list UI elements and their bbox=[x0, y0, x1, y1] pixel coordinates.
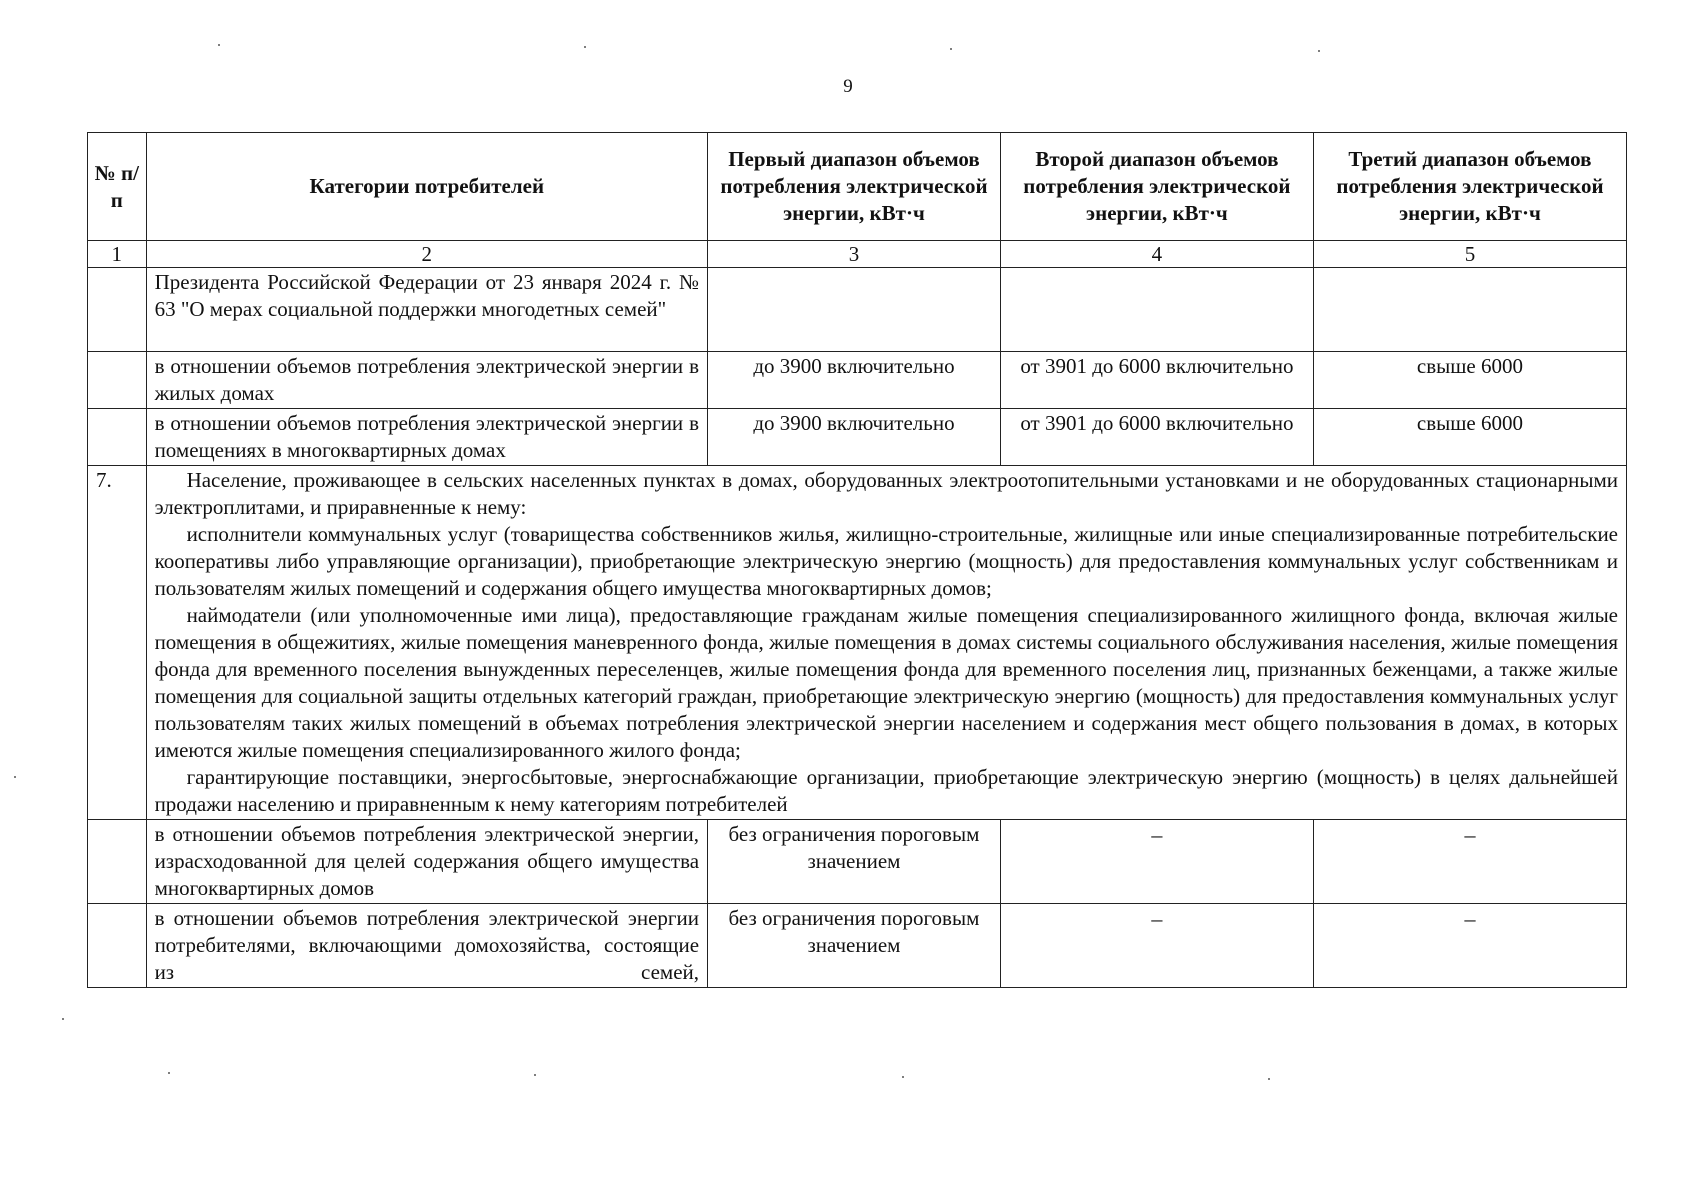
row-number-empty bbox=[88, 904, 147, 988]
page-number: 9 bbox=[843, 76, 853, 97]
row-category: в отношении объемов потребления электрической энергии в помещениях в многоквартирных домах bbox=[146, 409, 707, 466]
row-number-empty bbox=[88, 409, 147, 466]
scan-speck bbox=[168, 1072, 170, 1074]
row-range2: от 3901 до 6000 включительно bbox=[1000, 409, 1313, 466]
header-category: Категории потребителей bbox=[146, 133, 707, 241]
row-range1: до 3900 включительно bbox=[708, 409, 1001, 466]
section-paragraph: исполнители коммунальных услуг (товарищества собственников жилья, жилищно-строительные, жилищные или иные специализированные потребительские кооперативы либо управляющие организации), приобретающие электрическую энергию (мощность) для предоставления коммунальных услуг собственникам и пользователям жилых помещений и содержания общего имущества многоквартирных домов; bbox=[154, 522, 1618, 600]
scan-speck bbox=[584, 46, 586, 48]
header-row bbox=[88, 133, 1627, 241]
scan-speck bbox=[1318, 50, 1320, 52]
section-7-row bbox=[88, 466, 1627, 820]
row-range1: без ограничения пороговым значением bbox=[708, 904, 1001, 988]
column-number: 2 bbox=[146, 241, 707, 268]
scan-speck bbox=[534, 1074, 536, 1076]
row-range1: до 3900 включительно bbox=[708, 352, 1001, 409]
scan-speck bbox=[902, 1076, 904, 1078]
row-range2: от 3901 до 6000 включительно bbox=[1000, 352, 1313, 409]
row-range2: – bbox=[1000, 820, 1313, 904]
row-range3: – bbox=[1313, 820, 1626, 904]
row-category: в отношении объемов потребления электрической энергии, израсходованной для целей содержания общего имущества многоквартирных домов bbox=[146, 820, 707, 904]
empty-cell bbox=[1000, 268, 1313, 352]
table-row bbox=[88, 352, 1627, 409]
table-row bbox=[88, 904, 1627, 988]
scan-speck bbox=[218, 44, 220, 46]
column-number: 5 bbox=[1313, 241, 1626, 268]
header-range2: Второй диапазон объемов потребления электрической энергии, кВт·ч bbox=[1000, 133, 1313, 241]
scan-speck bbox=[62, 1018, 64, 1020]
column-number: 1 bbox=[88, 241, 147, 268]
table-row bbox=[88, 409, 1627, 466]
scan-speck bbox=[950, 48, 952, 50]
column-number: 4 bbox=[1000, 241, 1313, 268]
row-range1: без ограничения пороговым значением bbox=[708, 820, 1001, 904]
row-category: в отношении объемов потребления электрической энергии в жилых домах bbox=[146, 352, 707, 409]
empty-cell bbox=[708, 268, 1001, 352]
header-num: № п/п bbox=[88, 133, 147, 241]
table-row bbox=[88, 820, 1627, 904]
section-number: 7. bbox=[88, 466, 147, 820]
row-number-empty bbox=[88, 268, 147, 352]
row-range3: свыше 6000 bbox=[1313, 352, 1626, 409]
section-7-text bbox=[146, 466, 1626, 820]
scan-speck bbox=[14, 776, 16, 778]
scan-speck bbox=[1268, 1078, 1270, 1080]
section-paragraph: гарантирующие поставщики, энергосбытовые, энергоснабжающие организации, приобретающие электрическую энергию (мощность) в целях дальнейшей продажи населению и приравненным к нему категориям потребителей bbox=[154, 765, 1618, 816]
header-range3: Третий диапазон объемов потребления электрической энергии, кВт·ч bbox=[1313, 133, 1626, 241]
continued-row bbox=[88, 268, 1627, 352]
tariff-table bbox=[87, 132, 1627, 988]
row-category: в отношении объемов потребления электрической энергии потребителями, включающими домохозяйства, состоящие из семей, bbox=[146, 904, 707, 988]
row-number-empty bbox=[88, 820, 147, 904]
row-range2: – bbox=[1000, 904, 1313, 988]
row-number-empty bbox=[88, 352, 147, 409]
column-number: 3 bbox=[708, 241, 1001, 268]
continued-category: Президента Российской Федерации от 23 января 2024 г. № 63 "О мерах социальной поддержки многодетных семей" bbox=[146, 268, 707, 352]
section-paragraph: наймодатели (или уполномоченные ими лица), предоставляющие гражданам жилые помещения специализированного жилищного фонда, включая жилые помещения в общежитиях, жилые помещения маневренного фонда, жилые помещения в домах системы социального обслуживания населения, жилые помещения фонда для временного поселения вынужденных переселенцев, жилые помещения фонда для временного поселения лиц, признанных беженцами, а также жилые помещения для социальной защиты отдельных категорий граждан, приобретающие электрическую энергию (мощность) для предоставления коммунальных услуг пользователям таких жилых помещений в объемах потребления электрической энергии населением и содержания мест общего пользования в домах, в которых имеются жилые помещения специализированного жилого фонда; bbox=[154, 603, 1618, 762]
empty-cell bbox=[1313, 268, 1626, 352]
header-range1: Первый диапазон объемов потребления электрической энергии, кВт·ч bbox=[708, 133, 1001, 241]
row-range3: – bbox=[1313, 904, 1626, 988]
column-number-row bbox=[88, 241, 1627, 268]
row-range3: свыше 6000 bbox=[1313, 409, 1626, 466]
section-paragraph: Население, проживающее в сельских населенных пунктах в домах, оборудованных электроотопительными установками и не оборудованных стационарными электроплитами, и приравненные к нему: bbox=[154, 468, 1618, 519]
